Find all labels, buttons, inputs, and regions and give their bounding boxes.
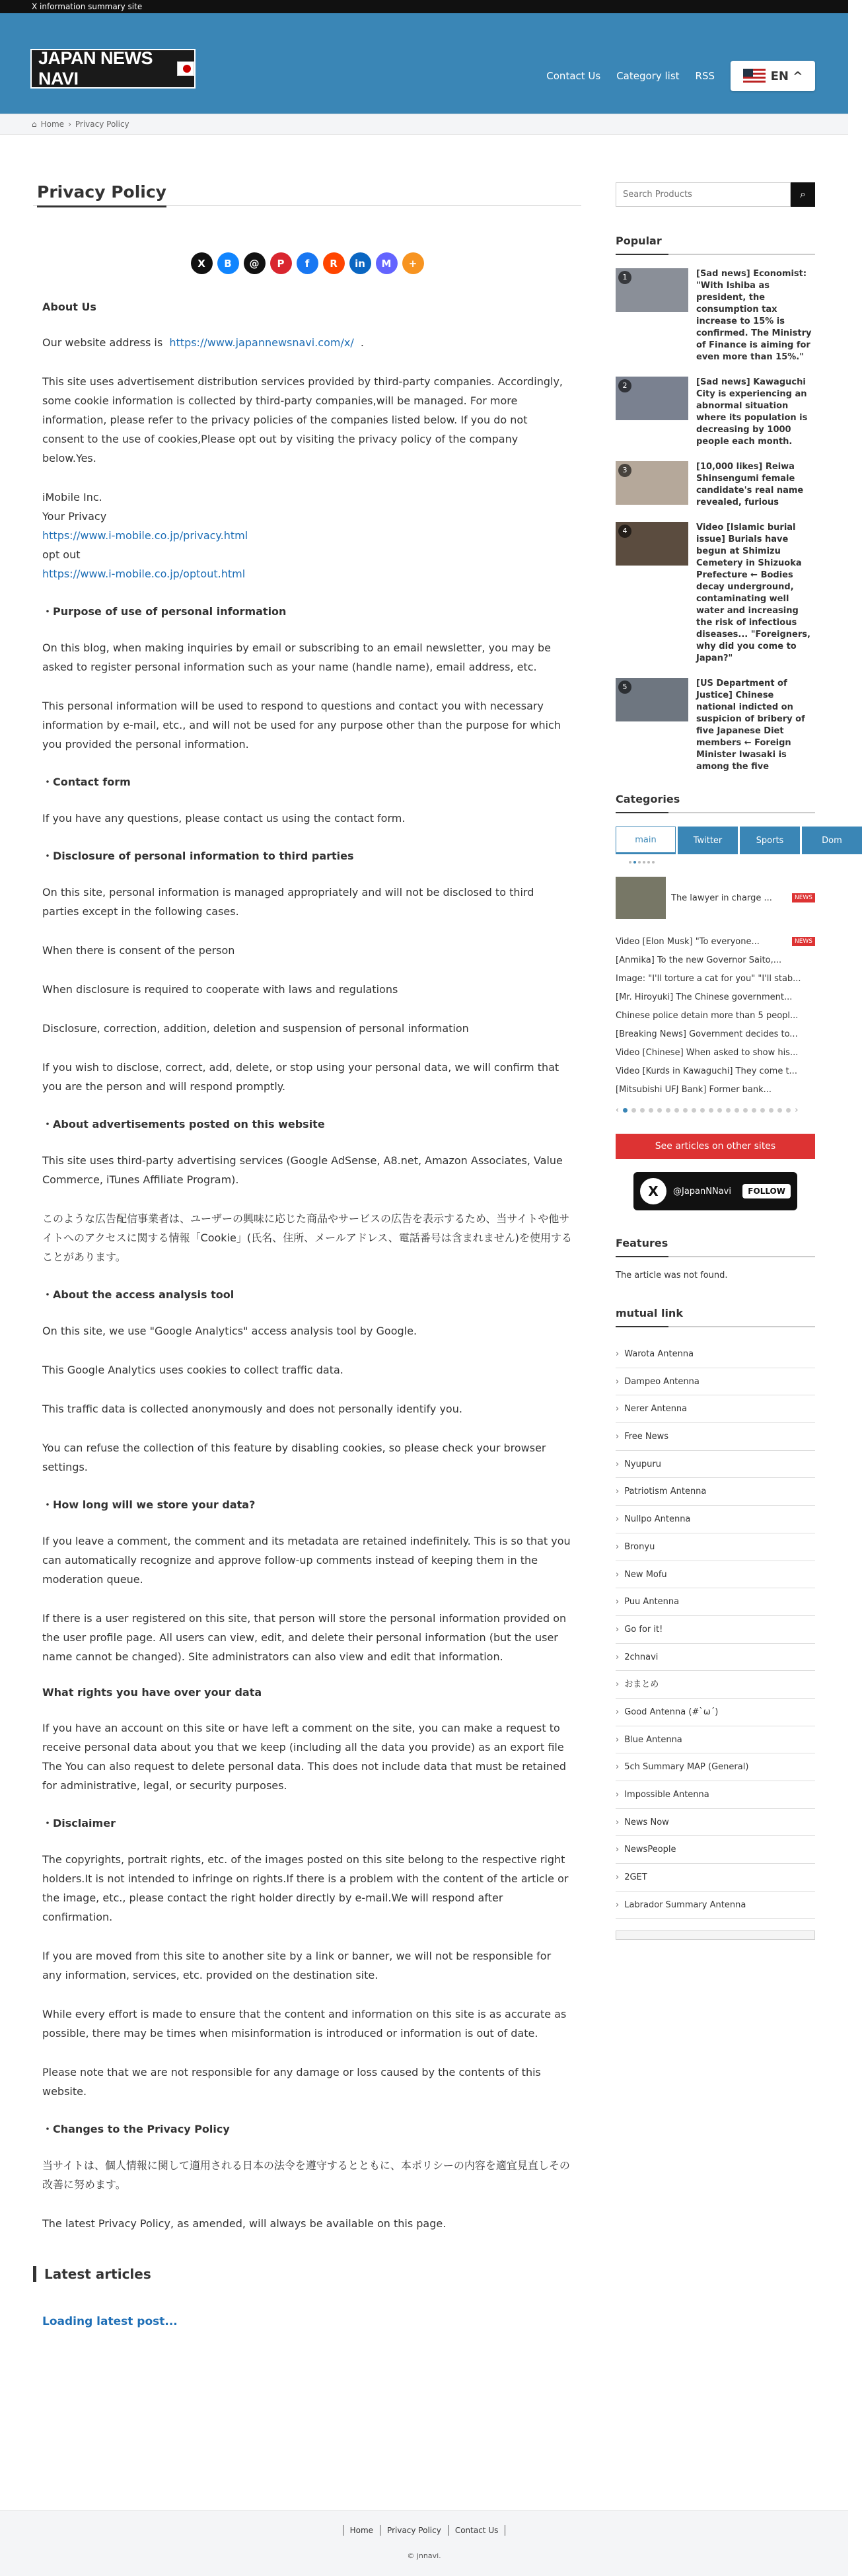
share-linkedin-icon[interactable]: in — [349, 252, 371, 274]
analytics-paragraph-1: On this site, we use "Google Analytics" access analysis tool by Google. — [42, 1325, 417, 1337]
mutual-link-item[interactable]: › Nerer Antenna — [616, 1395, 815, 1423]
popular-title-text: Video [Islamic burial issue] Burials have begun at Shimizu Cemetery in Shizuoka Prefecture ← Bodies decay underground, contaminating well water and increasing the risk of infectious diseases... "Foreigners, why did you come to Japan?" — [696, 523, 810, 663]
popular-thumbnail — [616, 678, 688, 721]
slider-dot[interactable] — [743, 1108, 748, 1113]
main-nav — [546, 61, 815, 91]
popular-thumbnail — [616, 377, 688, 420]
heading-about: About Us — [42, 301, 96, 313]
purpose-paragraph-1: On this blog, when making inquiries by email or subscribing to an email newsletter, you may be asked to register personal information such as your name (handle name), email address, etc. — [42, 642, 552, 673]
language-label: EN ^ — [770, 69, 803, 83]
category-tabs — [616, 827, 842, 854]
disclaimer-paragraph-4: Please note that we are not responsible for any damage or loss caused by the contents of this website. — [42, 2066, 541, 2098]
breadcrumb — [0, 114, 848, 135]
category-item-title: Image: "I'll torture a cat for you" "I'll stab... — [616, 973, 801, 984]
mutual-link-item[interactable]: › 2chnavi — [616, 1644, 815, 1672]
imobile-block — [42, 488, 572, 583]
new-badge: NEWS — [792, 937, 815, 946]
features-empty-text: The article was not found. — [616, 1270, 728, 1280]
search-form — [616, 182, 815, 207]
slider-dot[interactable] — [752, 1108, 756, 1113]
slider-dot[interactable] — [769, 1108, 773, 1113]
changes-paragraph-2: The latest Privacy Policy, as amended, will always be available on this page. — [42, 2217, 447, 2230]
purpose-paragraph-2: This personal information will be used to respond to questions and contact you with necessary information by e-mail, etc., and will not be used for any purpose other than the purpose for which you provided the personal information. — [42, 700, 561, 751]
heading-disclaimer: ・Disclaimer — [42, 1817, 116, 1829]
about-prefix: Our website address is — [42, 336, 163, 349]
see-other-sites-button[interactable]: See articles on other sites — [616, 1134, 815, 1159]
mutual-link-item[interactable]: › New Mofu — [616, 1561, 815, 1589]
analytics-paragraph-2: This Google Analytics uses cookies to collect traffic data. — [42, 1364, 343, 1376]
category-item-title: Video [Chinese] When asked to show his... — [616, 1047, 799, 1058]
mutual-link-list — [616, 1341, 815, 1919]
mutual-link-item[interactable]: › Warota Antenna — [616, 1341, 815, 1368]
slider-dot[interactable] — [726, 1108, 731, 1113]
new-badge: NEWS — [792, 893, 815, 902]
page-title-wrap — [33, 182, 581, 206]
heading-contact: ・Contact form — [42, 776, 131, 788]
x-handle: @JapanNNavi — [673, 1186, 731, 1196]
slider-dot[interactable] — [717, 1108, 722, 1113]
site-logo[interactable] — [30, 49, 196, 89]
disclaimer-paragraph-1: The copyrights, portrait rights, etc. of the images posted on this site belong to the respective right holders.It is not intended to infringe on rights.If there is a problem with the content of the article or the image, etc., please contact the right holder directly by e-mail.We will respond after confirmation. — [42, 1853, 569, 1923]
rank-badge: 3 — [618, 464, 631, 477]
popular-title-text: [Sad news] Economist: "With Ishiba as president, the consumption tax increase to 15% is confirmed. The Ministry of Finance is aiming for even more than 15%." — [696, 269, 812, 362]
popular-title-text: [Sad news] Kawaguchi City is experiencing an abnormal situation where its population is decreasing by 1000 people each month. — [696, 377, 808, 447]
sidebar — [616, 182, 842, 1940]
footer-link-home[interactable]: Home — [343, 2525, 380, 2536]
site-header — [0, 13, 848, 114]
chevron-right-icon[interactable]: › — [795, 1105, 799, 1115]
popular-item[interactable] — [616, 522, 815, 665]
slider-dot[interactable] — [777, 1108, 782, 1113]
tab-domestic[interactable]: Dom — [802, 827, 862, 854]
mutual-link-item[interactable]: › おまとめ — [616, 1671, 815, 1699]
nav-rss[interactable]: RSS — [695, 70, 715, 82]
heading-analytics: ・About the access analysis tool — [42, 1288, 234, 1301]
popular-title: Popular — [616, 235, 815, 255]
tab-scroll-dots — [616, 861, 815, 864]
mutual-link-item[interactable]: › Go for it! — [616, 1616, 815, 1644]
slider-dot[interactable] — [735, 1108, 739, 1113]
category-list-item[interactable] — [616, 1080, 815, 1099]
footer-links — [343, 2525, 506, 2536]
mutual-link-item[interactable]: › 5ch Summary MAP (General) — [616, 1753, 815, 1781]
top-info-bar — [0, 0, 848, 13]
category-item-title: [Breaking News] Government decides to... — [616, 1029, 798, 1039]
share-pocket-icon[interactable]: P — [270, 252, 292, 274]
slider-dot[interactable] — [700, 1108, 705, 1113]
disclaimer-paragraph-2: If you are moved from this site to another site by a link or banner, we will not be responsible for any information, services, etc. provided on the destination site. — [42, 1950, 552, 1981]
popular-item[interactable] — [616, 377, 815, 448]
rank-badge: 5 — [618, 681, 631, 694]
category-list — [616, 932, 815, 1099]
slider-dot[interactable] — [709, 1108, 713, 1113]
rank-badge: 2 — [618, 379, 631, 392]
category-list-item[interactable] — [616, 1062, 815, 1080]
disclosure-paragraph-2: When there is consent of the person — [42, 944, 235, 957]
mutual-link-item[interactable]: › Blue Antenna — [616, 1726, 815, 1754]
cookie-paragraph: This site uses advertisement distribution services provided by third-party companies. Accordingly, some cookie information is collected by third-party companies,will be managed. For more information, please refer to the privacy policies of the companies listed below. If you do not consent to the use of cookies,Please opt out by visiting the privacy policy of the company below.Yes. — [42, 375, 563, 464]
mutual-link-item[interactable]: › Labrador Summary Antenna — [616, 1892, 815, 1919]
content-column — [33, 182, 581, 2328]
category-item-title: Video [Kurds in Kawaguchi] They come t... — [616, 1066, 797, 1076]
search-input[interactable] — [616, 182, 791, 207]
nav-category-list[interactable]: Category list — [616, 70, 680, 82]
slider-dot[interactable] — [666, 1108, 670, 1113]
imobile-name: iMobile Inc. — [42, 491, 102, 503]
popular-thumbnail — [616, 522, 688, 566]
mutual-link-item[interactable]: › Bronyu — [616, 1533, 815, 1561]
logo-text: JAPAN NEWS NAVI — [38, 48, 153, 89]
rank-badge: 1 — [618, 271, 631, 284]
mutual-link-item[interactable]: › Good Antenna (#`ω´) — [616, 1699, 815, 1726]
heading-changes: ・Changes to the Privacy Policy — [42, 2123, 230, 2135]
disclosure-paragraph-5: If you wish to disclose, correct, add, delete, or stop using your personal data, we will confirm that you are the person and will respond promptly. — [42, 1061, 559, 1093]
home-icon: ⌂ — [32, 120, 37, 129]
share-more-icon[interactable]: + — [402, 252, 424, 274]
about-suffix: . — [360, 336, 364, 349]
popular-item[interactable] — [616, 268, 815, 363]
mutual-link-title: mutual link — [616, 1307, 815, 1327]
disclaimer-paragraph-3: While every effort is made to ensure that the content and information on this site is as accurate as possible, there may be times when misinformation is introduced or information is out of date. — [42, 2008, 567, 2040]
slider-dot[interactable] — [786, 1108, 791, 1113]
slider-dot[interactable] — [623, 1108, 628, 1113]
share-mastodon-icon[interactable]: M — [376, 252, 398, 274]
slider-dot[interactable] — [683, 1108, 688, 1113]
imobile-optout-link[interactable]: https://www.i-mobile.co.jp/optout.html — [42, 568, 246, 580]
changes-paragraph-ja: 当サイトは、個人情報に関して適用される日本の法令を遵守するとともに、本ポリシーの内容を適宜見直しその改善に努めます。 — [42, 2159, 570, 2191]
mutual-link-item[interactable]: › Free News — [616, 1423, 815, 1451]
slider-dot[interactable] — [760, 1108, 765, 1113]
share-threads-icon[interactable]: @ — [244, 252, 266, 274]
search-icon: ⌕ — [800, 188, 806, 200]
category-thumbnail — [616, 877, 666, 919]
site-footer — [0, 2510, 848, 2576]
category-list-item[interactable] — [616, 932, 815, 951]
share-facebook-icon[interactable]: f — [297, 252, 318, 274]
nav-contact-us[interactable]: Contact Us — [546, 70, 601, 82]
features-title: Features — [616, 1237, 815, 1257]
chevron-left-icon[interactable]: ‹ — [616, 1105, 620, 1115]
latest-articles-heading: Latest articles — [33, 2266, 581, 2282]
mutual-link-item[interactable]: › Dampeo Antenna — [616, 1368, 815, 1396]
category-item-title: The lawyer in charge ... — [671, 893, 772, 903]
site-address-link[interactable]: https://www.japannewsnavi.com/x/ — [169, 336, 354, 349]
categories-title: Categories — [616, 793, 815, 813]
japan-flag-icon — [177, 61, 194, 76]
main-area — [0, 135, 848, 2510]
mutual-link-item[interactable]: › Impossible Antenna — [616, 1781, 815, 1809]
tab-twitter[interactable]: Twitter — [678, 827, 738, 854]
share-reddit-icon[interactable]: R — [323, 252, 345, 274]
mutual-link-item[interactable]: › Patriotism Antenna — [616, 1478, 815, 1506]
category-list-item[interactable] — [616, 1043, 815, 1062]
privacy-article — [33, 301, 581, 2233]
analytics-paragraph-4: You can refuse the collection of this feature by disabling cookies, so please check your browser settings. — [42, 1442, 546, 1473]
optout-label: opt out — [42, 548, 81, 561]
category-list-item[interactable] — [616, 1006, 815, 1025]
search-button[interactable] — [791, 182, 815, 207]
page-title: Privacy Policy — [37, 182, 166, 207]
breadcrumb-home[interactable]: Home — [40, 120, 65, 129]
footer-link-contact[interactable]: Contact Us — [448, 2525, 506, 2536]
popular-item[interactable] — [616, 461, 815, 509]
copyright: © jnnavi. — [407, 2552, 441, 2560]
heading-purpose: ・Purpose of use of personal information — [42, 605, 287, 618]
store-paragraph-2: If there is a user registered on this site, that person will store the personal information provided on the user profile page. All users can view, edit, and delete their personal information (but the user name cannot be changed). Site administrators can also view and edit that information. — [42, 1612, 567, 1663]
heading-store: ・How long will we store your data? — [42, 1498, 256, 1511]
category-list-item[interactable] — [616, 988, 815, 1006]
mutual-link-item[interactable]: › Nyupuru — [616, 1451, 815, 1479]
breadcrumb-separator: › — [68, 120, 71, 129]
category-item-title: Chinese police detain more than 5 peopl... — [616, 1010, 799, 1021]
category-list-item[interactable] — [616, 1025, 815, 1043]
rank-badge: 4 — [618, 525, 631, 538]
breadcrumb-current: Privacy Policy — [75, 120, 129, 129]
us-flag-icon — [743, 69, 766, 83]
ads-paragraph-1: This site uses third-party advertising services (Google AdSense, A8.net, Amazon Associates, Value Commerce, iTunes Affiliate Program). — [42, 1154, 563, 1186]
slider-dot[interactable] — [649, 1108, 653, 1113]
heading-disclosure: ・Disclosure of personal information to third parties — [42, 850, 354, 862]
language-switcher[interactable] — [731, 61, 815, 91]
heading-ads: ・About advertisements posted on this website — [42, 1118, 325, 1130]
share-x-icon[interactable]: X — [191, 252, 213, 274]
category-item-title: [Anmika] To the new Governor Saito,... — [616, 955, 782, 965]
category-list-item[interactable] — [616, 951, 815, 969]
popular-list — [616, 268, 815, 773]
top-info-text: X information summary site — [32, 2, 143, 11]
slider-dot[interactable] — [692, 1108, 696, 1113]
rights-paragraph: If you have an account on this site or have left a comment on the site, you can make a request to receive personal data about you that we keep (including all the data you provide) as an export file The You can also request to delete personal data. This does not include data that must be retained for administrative, legal, or security purposes. — [42, 1722, 567, 1792]
slider-dot[interactable] — [631, 1108, 636, 1113]
slider-pagination — [616, 1105, 815, 1115]
x-logo-icon: X — [640, 1178, 666, 1204]
share-bluesky-icon[interactable]: B — [217, 252, 239, 274]
mutual-link-item[interactable]: › NewsPeople — [616, 1836, 815, 1864]
ads-paragraph-2-ja: このような広告配信事業者は、ユーザーの興味に応じた商品やサービスの広告を表示するため、当サイトや他サイトへのアクセスに関する情報「Cookie」(氏名、住所、メールアドレス、電話番号は含まれません)を使用することがあります。 — [42, 1212, 572, 1263]
x-follow-banner[interactable] — [633, 1172, 797, 1210]
disclosure-paragraph-1: On this site, personal information is managed appropriately and will not be disclosed to third parties except in the following cases. — [42, 886, 534, 918]
tab-sports[interactable]: Sports — [740, 827, 800, 854]
imobile-privacy-link[interactable]: https://www.i-mobile.co.jp/privacy.html — [42, 529, 248, 542]
tab-main[interactable]: main — [616, 827, 676, 854]
mutual-link-item[interactable]: › News Now — [616, 1809, 815, 1837]
latest-loading-text: Loading latest post... — [42, 2315, 178, 2328]
disclosure-paragraph-4: Disclosure, correction, addition, deletion and suspension of personal information — [42, 1022, 469, 1035]
x-follow-button[interactable]: FOLLOW — [742, 1184, 791, 1198]
popular-title-text: [10,000 likes] Reiwa Shinsengumi female candidate's real name revealed, furious — [696, 462, 804, 507]
heading-rights: What rights you have over your data — [42, 1686, 262, 1699]
category-list-item[interactable] — [616, 969, 815, 988]
mutual-link-item[interactable]: › 2GET — [616, 1864, 815, 1892]
contact-paragraph: If you have any questions, please contact us using the contact form. — [42, 812, 406, 825]
share-buttons — [33, 252, 581, 274]
category-item-title: Video [Elon Musk] "To everyone... — [616, 936, 760, 947]
popular-thumbnail — [616, 461, 688, 505]
popular-thumbnail — [616, 268, 688, 312]
analytics-paragraph-3: This traffic data is collected anonymously and does not personally identify you. — [42, 1403, 462, 1415]
category-featured-item[interactable] — [616, 877, 815, 919]
mutual-link-scrollbar[interactable] — [616, 1931, 815, 1940]
popular-title-text: [US Department of Justice] Chinese national indicted on suspicion of bribery of five Japanese Diet members ← Foreign Minister Iwasaki is among the five — [696, 679, 805, 772]
slider-dot[interactable] — [640, 1108, 645, 1113]
your-privacy-label: Your Privacy — [42, 510, 107, 523]
footer-link-privacy[interactable]: Privacy Policy — [380, 2525, 448, 2536]
category-item-title: [Mr. Hiroyuki] The Chinese government... — [616, 992, 793, 1002]
store-paragraph-1: If you leave a comment, the comment and its metadata are retained indefinitely. This is so that you can automatically recognize and approve follow-up comments instead of keeping them in the moderation queue. — [42, 1535, 571, 1586]
disclosure-paragraph-3: When disclosure is required to cooperate with laws and regulations — [42, 983, 398, 996]
mutual-link-item[interactable]: › Nullpo Antenna — [616, 1506, 815, 1533]
popular-item[interactable] — [616, 678, 815, 773]
slider-dot[interactable] — [657, 1108, 662, 1113]
about-text — [42, 333, 572, 352]
category-item-title: [Mitsubishi UFJ Bank] Former bank... — [616, 1084, 772, 1095]
mutual-link-item[interactable]: › Puu Antenna — [616, 1588, 815, 1616]
slider-dot[interactable] — [674, 1108, 679, 1113]
